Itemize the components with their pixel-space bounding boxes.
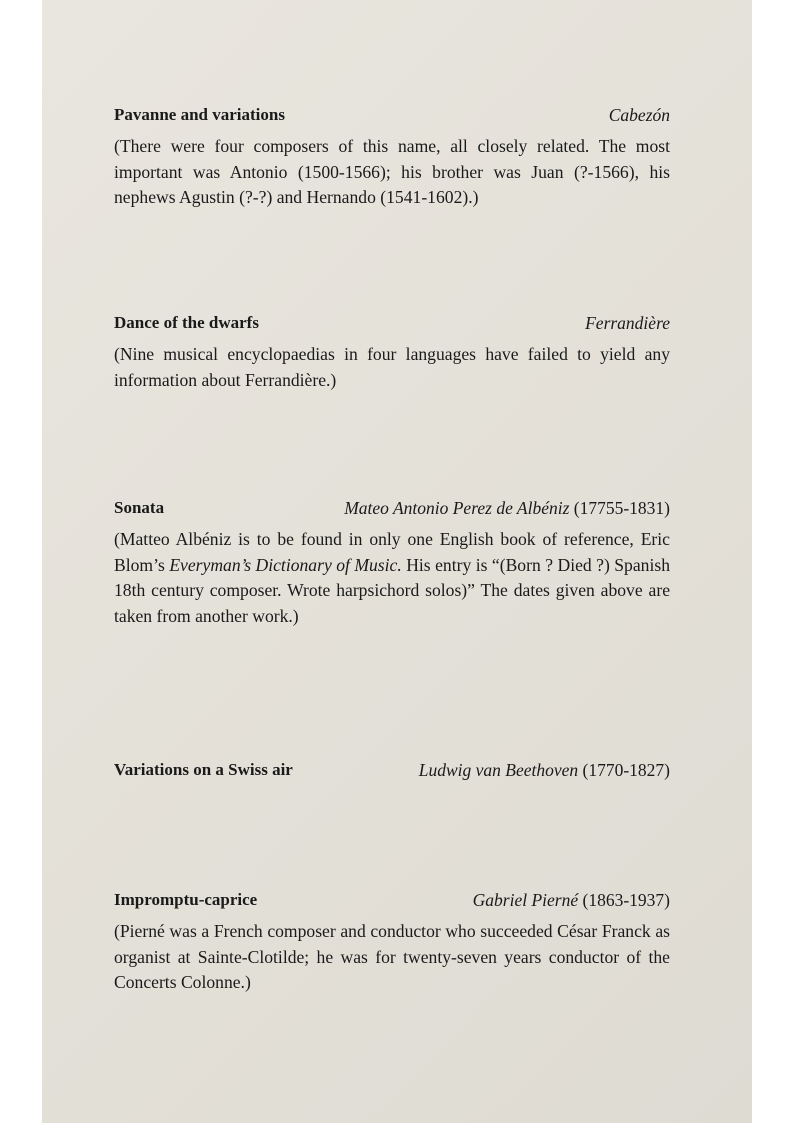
composer-dates: (1770-1827) [582,760,670,780]
entry-pavanne [114,104,670,211]
composer-line [609,104,670,126]
piece-title: Pavanne and variations [114,105,285,124]
composer-dates: (17755-1831) [573,498,670,518]
page [42,0,752,1123]
entry-impromptu-caprice [114,889,670,996]
composer-line [344,497,670,519]
composer-line [585,312,670,334]
piece-title: Impromptu-caprice [114,890,258,909]
entry-dance-of-the-dwarfs [114,312,670,393]
entry-heading [114,759,670,781]
piece-title: Dance of the dwarfs [114,313,259,332]
entry-heading [114,497,670,519]
entry-sonata [114,497,670,629]
composer-name: Cabezón [608,105,670,125]
note-text-1: (Matteo Albéniz is to be found in only one English book of reference, Eric Blom’s [114,529,670,575]
entry-swiss-air [114,759,670,781]
composer-line [419,759,670,781]
piece-title: Sonata [114,498,165,517]
piece-title: Variations on a Swiss air [114,760,293,779]
composer-line [473,889,670,911]
composer-name: Ludwig van Beethoven [418,760,579,780]
composer-name: Ferrandière [585,313,670,333]
entry-heading [114,104,670,126]
book-title: Everyman’s Dictionary of Music. [169,554,402,575]
entry-note: (Nine musical encyclopaedias in four languages have failed to yield any information about Ferrandière.) [114,344,670,390]
composer-name: Gabriel Pierné [472,890,579,910]
entry-note [114,527,670,629]
composer-name: Mateo Antonio Perez de Albéniz [344,498,570,518]
entry-heading [114,889,670,911]
note-text-2: His entry is “(Born ? Died ?) Spanish 18th century composer. Wrote harpsichord solos)” The dates given above are taken from another work.) [114,554,670,626]
entry-heading [114,312,670,334]
entry-note: (Pierné was a French composer and conductor who succeeded César Franck as organist at Sainte-Clotilde; he was for twenty-seven years conductor of the Concerts Colonne.) [114,921,670,992]
composer-dates: (1863-1937) [582,890,670,910]
entry-note: (There were four composers of this name, all closely related. The most important was Antonio (1500-1566); his brother was Juan (?-1566), his nephews Agustin (?-?) and Hernando (1541-1602).) [114,136,670,207]
